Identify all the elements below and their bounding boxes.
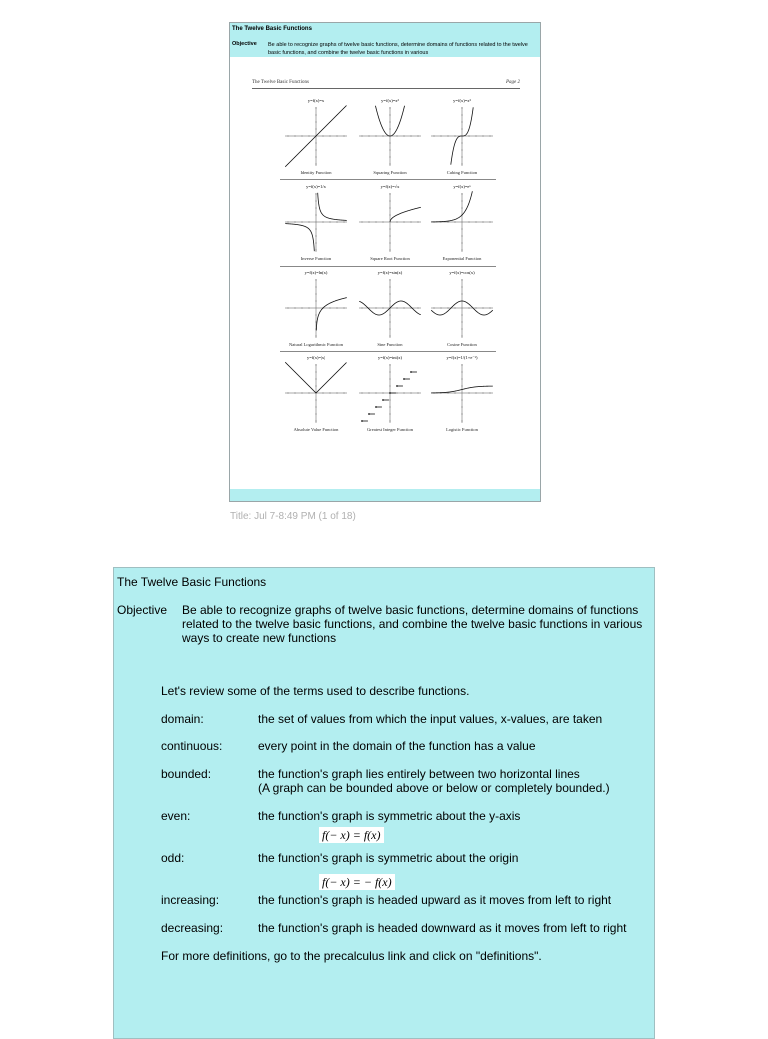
- objective-line-1: Be able to recognize graphs of twelve basic functions, determine domains of functions: [182, 603, 639, 617]
- thumbnail-running-title: The Twelve Basic Functions: [252, 80, 309, 85]
- term-domain: domain:: [161, 712, 204, 726]
- graph-plot: [283, 275, 349, 341]
- graph-plot: [283, 360, 349, 426]
- graph-step-dot: [396, 385, 398, 387]
- objective-label: Objective: [117, 603, 168, 617]
- intro-text: Let's review some of the terms used to describe functions.: [161, 684, 470, 698]
- graph-step-dot: [410, 371, 412, 373]
- objective-line-3: ways to create new functions: [182, 631, 337, 645]
- graph-caption: Absolute Value Function: [293, 427, 339, 432]
- graph-plot: [357, 275, 423, 341]
- term-decreasing: decreasing:: [161, 921, 224, 935]
- definition-continuous: every point in the domain of the function has a value: [258, 739, 536, 753]
- thumbnail-objective-label: Objective: [232, 41, 257, 47]
- graph-equation: y=f(x)=1/(1+e⁻ˣ): [446, 355, 478, 360]
- graph-caption: Identity Function: [300, 170, 332, 175]
- graph-caption: Square Root Function: [370, 256, 410, 261]
- graph-equation: y=f(x)=sin(x): [377, 270, 403, 275]
- slide-thumbnail[interactable]: [229, 22, 541, 502]
- graph-plot: [357, 189, 423, 255]
- graph-plot: [357, 103, 423, 169]
- graph-step-dot: [382, 399, 384, 401]
- graph-plot: [283, 189, 349, 255]
- graph-step-dot: [375, 406, 377, 408]
- graph-equation: y=f(x)=cos(x): [449, 270, 475, 275]
- graph-equation: y=f(x)=int(x): [377, 355, 403, 360]
- graph-curve: [431, 191, 472, 222]
- definition-bounded-note: (A graph can be bounded above or below or completely bounded.): [258, 781, 610, 795]
- graph-plot: [357, 360, 423, 426]
- graph-equation: y=f(x)=√x: [380, 184, 400, 189]
- graph-equation: y=f(x)=1/x: [306, 184, 326, 189]
- graph-plot: [283, 103, 349, 169]
- graph-step-dot: [361, 420, 363, 422]
- graph-caption: Cosine Function: [447, 342, 477, 347]
- definition-increasing: the function's graph is headed upward as it moves from left to right: [258, 893, 612, 907]
- thumbnail-header-rule: [252, 88, 520, 89]
- term-increasing: increasing:: [161, 893, 220, 907]
- graph-caption: Cubing Function: [446, 170, 478, 175]
- definition-odd: the function's graph is symmetric about the origin: [258, 851, 519, 865]
- graph-step-dot: [389, 392, 391, 394]
- graph-caption: Natural Logarithmic Function: [289, 342, 343, 347]
- slide-title: The Twelve Basic Functions: [117, 575, 267, 589]
- objective-line-2: related to the twelve basic functions, and combine the twelve basic functions in various: [182, 617, 643, 631]
- term-even: even:: [161, 809, 191, 823]
- graph-curve: [316, 298, 347, 331]
- definition-even: the function's graph is symmetric about the y-axis: [258, 809, 521, 823]
- graph-equation: y=f(x)=x: [307, 98, 325, 103]
- graph-equation: y=f(x)=|x|: [306, 355, 326, 360]
- graph-curve: [390, 207, 421, 222]
- thumbnail-page-label: Page 2: [505, 80, 520, 85]
- graph-caption: Sine Function: [377, 342, 403, 347]
- graph-equation: y=f(x)=x²: [381, 98, 399, 103]
- graph-caption: Exponential Function: [442, 256, 482, 261]
- row-divider: [280, 351, 496, 352]
- graph-plot: [429, 275, 495, 341]
- graph-step-dot: [403, 378, 405, 380]
- graph-caption: Inverse Function: [300, 256, 332, 261]
- definition-bounded: the function's graph lies entirely between two horizontal lines: [258, 767, 580, 781]
- graph-plot: [429, 103, 495, 169]
- thumbnail-caption: Title: Jul 7-8:49 PM (1 of 18): [230, 511, 356, 522]
- definition-decreasing: the function's graph is headed downward as it moves from left to right: [258, 921, 627, 935]
- even-formula: f(− x) = f(x): [319, 827, 384, 843]
- graph-plot: [429, 189, 495, 255]
- graph-caption: Squaring Function: [373, 170, 407, 175]
- term-continuous: continuous:: [161, 739, 223, 753]
- thumbnail-title: The Twelve Basic Functions: [232, 26, 312, 32]
- footer-note: For more definitions, go to the precalculus link and click on "definitions".: [161, 949, 542, 963]
- term-odd: odd:: [161, 851, 185, 865]
- graph-caption: Logistic Function: [446, 427, 478, 432]
- slide-content: [113, 567, 655, 1039]
- graph-equation: y=f(x)=eˣ: [453, 184, 471, 189]
- graph-caption: Greatest Integer Function: [367, 427, 413, 432]
- graph-equation: y=f(x)=x³: [453, 98, 471, 103]
- odd-formula: f(− x) = − f(x): [319, 874, 395, 890]
- row-divider: [280, 179, 496, 180]
- graph-step-dot: [368, 413, 370, 415]
- term-bounded: bounded:: [161, 767, 212, 781]
- row-divider: [280, 266, 496, 267]
- thumbnail-objective-text: Be able to recognize graphs of twelve basic functions, determine domains of functions related to the twelve basic functions, and combine the twelve basic functions in various: [268, 42, 528, 56]
- graph-equation: y=f(x)=ln(x): [304, 270, 328, 275]
- definition-domain: the set of values from which the input values, x-values, are taken: [258, 712, 603, 726]
- thumbnail-footer-band: [230, 489, 540, 501]
- graph-plot: [429, 360, 495, 426]
